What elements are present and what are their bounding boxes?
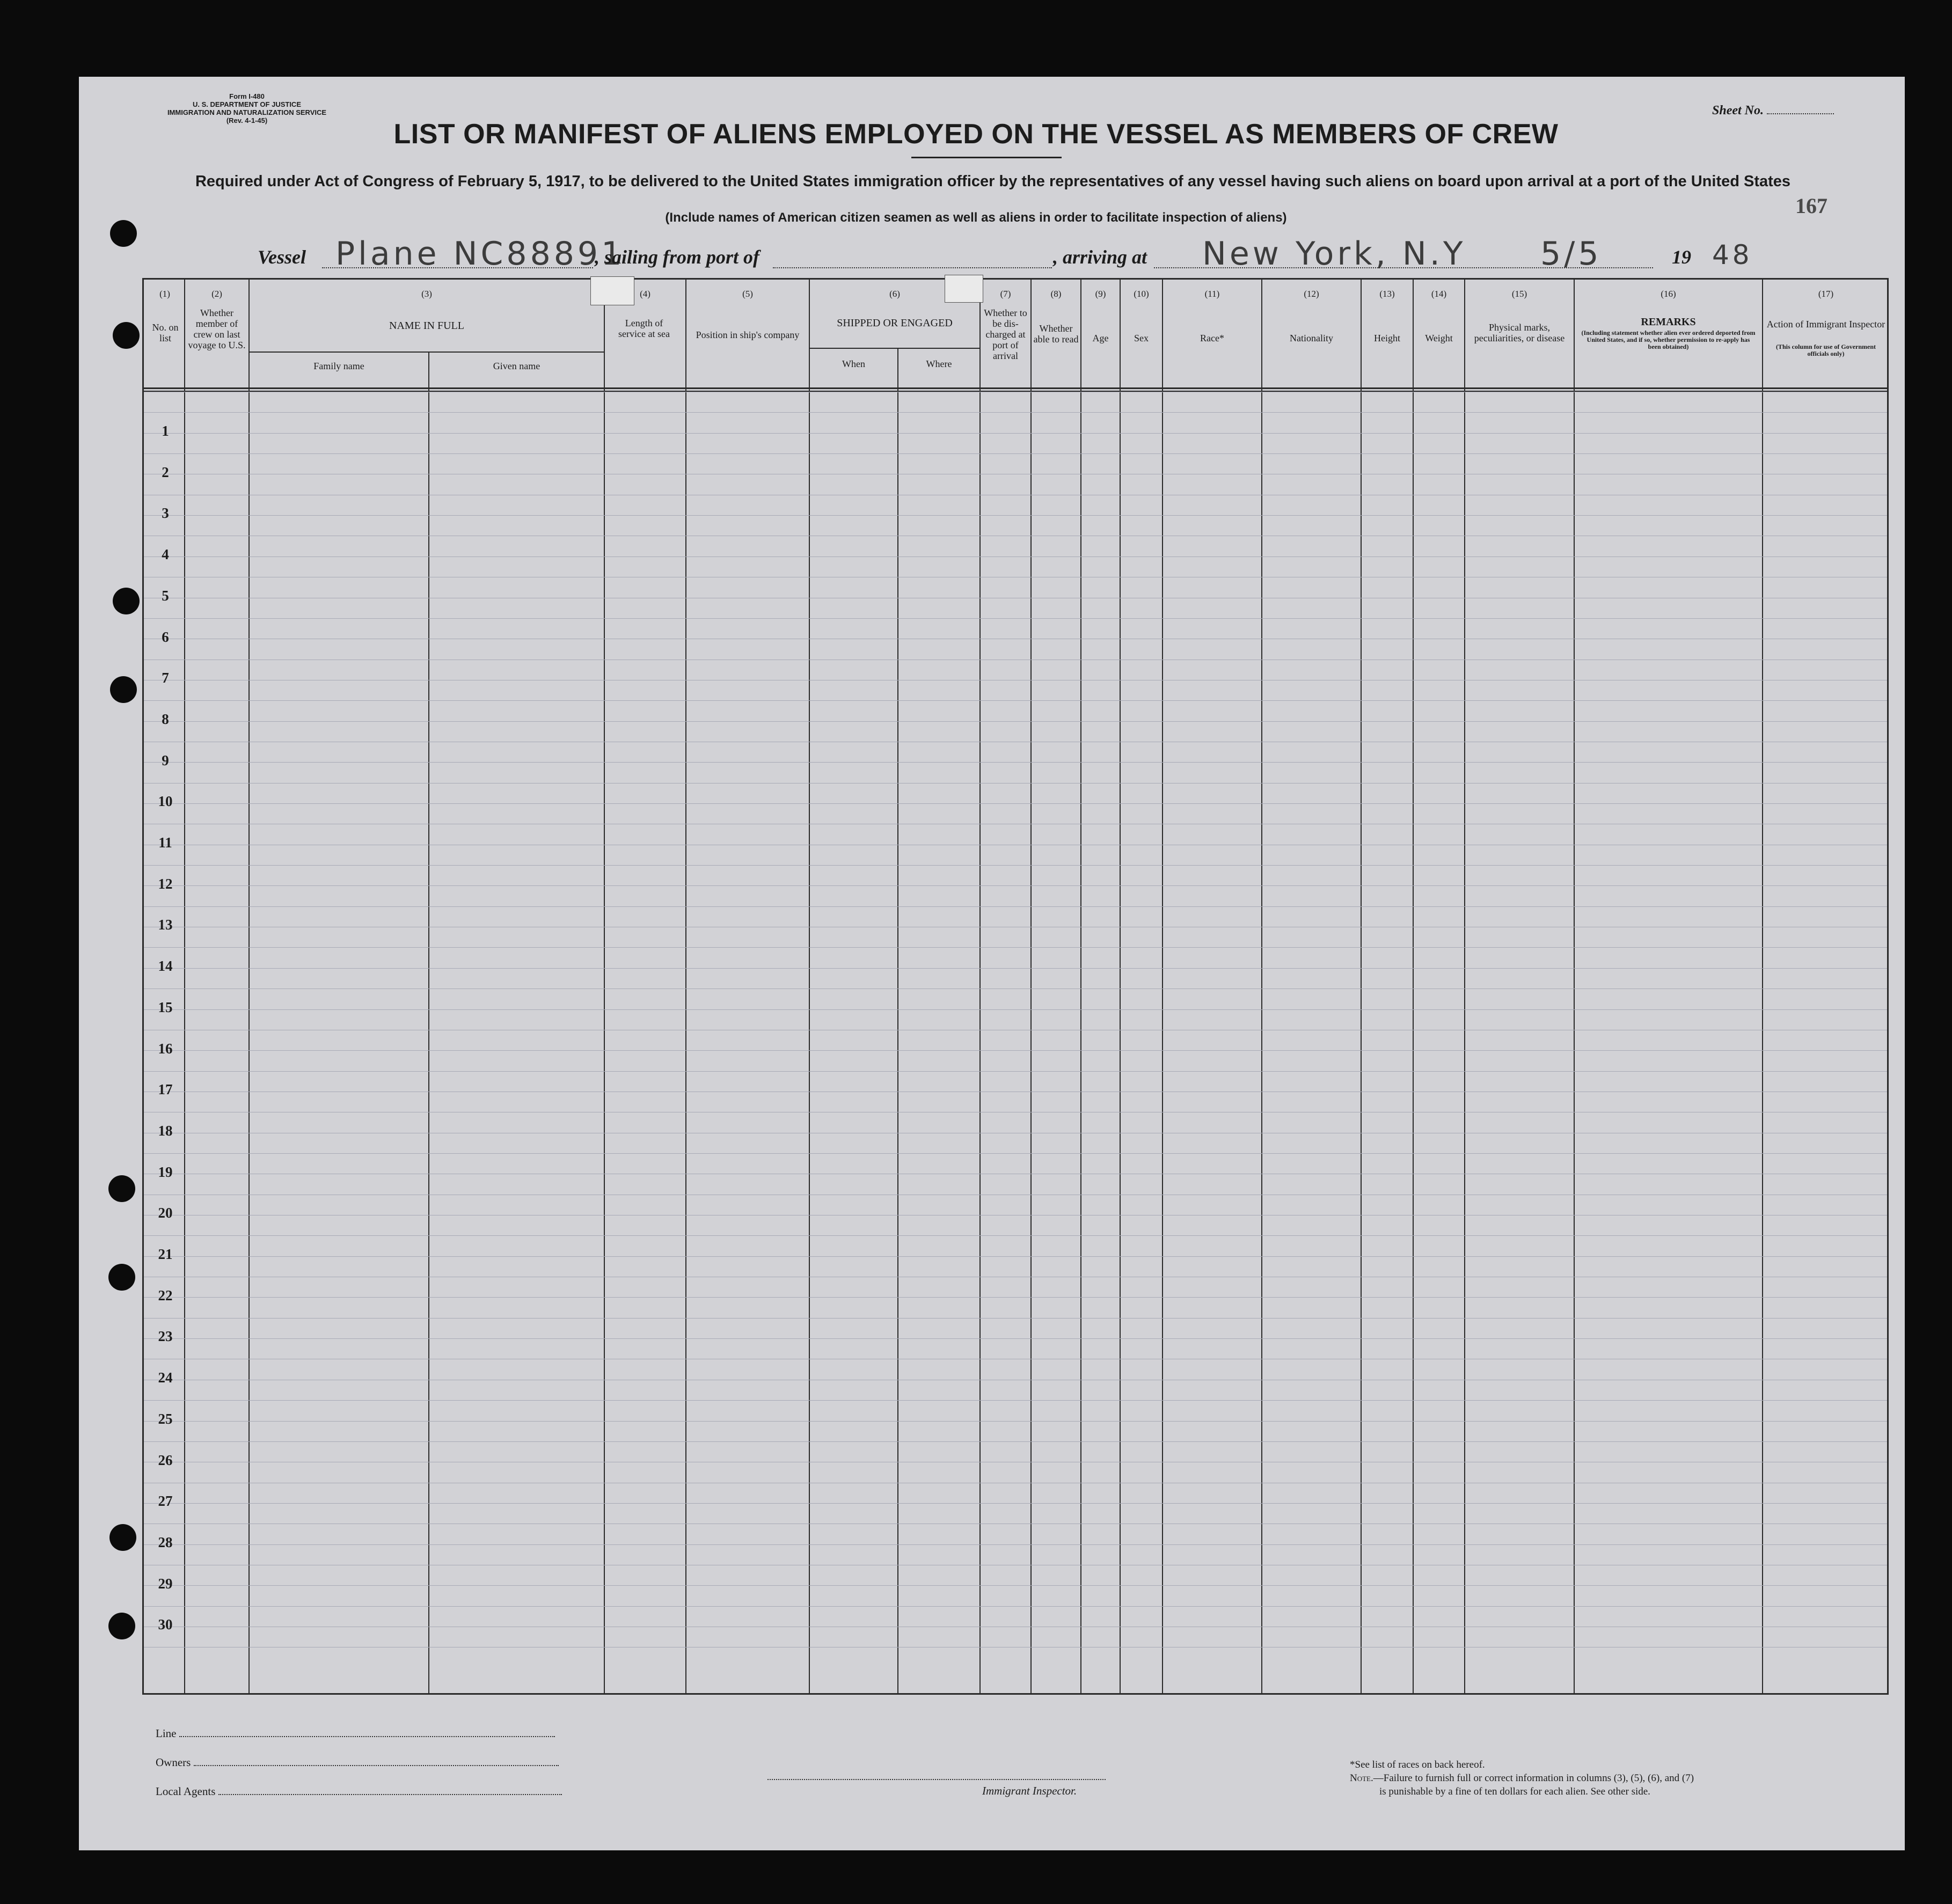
table-row[interactable] xyxy=(144,659,1887,700)
row-number: 27 xyxy=(158,1493,173,1509)
table-row[interactable] xyxy=(144,988,1887,1030)
table-row[interactable] xyxy=(144,453,1887,495)
punch-hole xyxy=(113,588,140,614)
vessel-label: Vessel xyxy=(258,246,306,268)
owners-label: Owners xyxy=(156,1756,191,1769)
table-row[interactable] xyxy=(144,947,1887,988)
row-number: 25 xyxy=(158,1411,173,1427)
row-number: 4 xyxy=(162,546,169,562)
inspector-signature-line[interactable] xyxy=(767,1779,1106,1780)
stamp-number: 167 xyxy=(1795,194,1827,218)
page-subtitle: Required under Act of Congress of February 5, 1917, to be delivered to the United States immigration officer by the representatives of any vessel having such aliens on board upon arrival at a port of the United States xyxy=(195,173,1791,190)
table-row[interactable] xyxy=(144,618,1887,660)
punch-hole xyxy=(110,676,137,703)
table-row[interactable] xyxy=(144,1277,1887,1318)
sailing-field-line[interactable] xyxy=(773,267,1052,268)
table-row[interactable] xyxy=(144,1565,1887,1606)
penalty-note xyxy=(1350,1773,1694,1784)
owners-field[interactable] xyxy=(156,1756,559,1769)
table-row[interactable] xyxy=(144,700,1887,742)
punch-hole xyxy=(109,1524,136,1551)
page-subtitle-note: (Include names of American citizen seamen as well as aliens in order to facilitate inspection of aliens) xyxy=(665,210,1287,225)
table-row[interactable] xyxy=(144,494,1887,536)
table-row[interactable] xyxy=(144,1524,1887,1565)
line-field[interactable] xyxy=(156,1727,555,1740)
row-number: 30 xyxy=(158,1616,173,1632)
owners-field-line[interactable] xyxy=(194,1765,559,1766)
col17-number: (17) xyxy=(1818,289,1834,299)
col1-number: (1) xyxy=(159,289,170,299)
table-row[interactable] xyxy=(144,577,1887,618)
row-number: 17 xyxy=(158,1081,173,1097)
title-rule xyxy=(911,157,1062,158)
row-number: 16 xyxy=(158,1041,173,1057)
line-field-line[interactable] xyxy=(179,1736,555,1737)
table-row[interactable] xyxy=(144,1317,1887,1359)
inspector-label: Immigrant Inspector. xyxy=(982,1784,1077,1797)
row-number: 22 xyxy=(158,1287,173,1303)
row-number: 11 xyxy=(158,834,172,851)
page-title: LIST OR MANIFEST OF ALIENS EMPLOYED ON THE VESSEL AS MEMBERS OF CREW xyxy=(393,119,1559,150)
table-row[interactable] xyxy=(144,1441,1887,1483)
col14-header: Weight xyxy=(1425,333,1453,343)
vessel-value[interactable]: Plane NC88891 xyxy=(335,235,625,273)
col16-subheader: (Including statement whether alien ever ordered deported from United States, and if so, whether permission to re-apply has been obtained) xyxy=(1581,329,1756,350)
col4-header: Length of service at sea xyxy=(618,318,670,339)
col10-number: (10) xyxy=(1134,289,1149,299)
row-number: 29 xyxy=(158,1576,173,1592)
row-number: 14 xyxy=(158,958,173,974)
table-row[interactable] xyxy=(144,1400,1887,1441)
form-revision: (Rev. 4-1-45) xyxy=(226,116,268,125)
row-number: 28 xyxy=(158,1534,173,1550)
col6-when: When xyxy=(842,358,865,369)
header-bottom-rule xyxy=(142,387,1889,389)
row-number: 9 xyxy=(162,752,169,768)
col15-number: (15) xyxy=(1511,289,1527,299)
col6-number: (6) xyxy=(889,289,900,299)
row-number: 21 xyxy=(158,1246,173,1262)
punch-hole xyxy=(113,322,140,349)
col13-header: Height xyxy=(1374,333,1400,343)
row-number: 15 xyxy=(158,999,173,1015)
form-department: U. S. DEPARTMENT OF JUSTICE xyxy=(193,100,301,108)
col11-header: Race* xyxy=(1200,333,1224,343)
col2-header: Whether member of crew on last voyage to U.S. xyxy=(188,307,246,350)
form-service: IMMIGRATION AND NATURALIZATION SERVICE xyxy=(167,108,327,116)
arriving-label: , arriving at xyxy=(1053,246,1147,268)
col3-family-name: Family name xyxy=(313,361,364,371)
col6-where: Where xyxy=(926,358,952,369)
row-number: 5 xyxy=(162,588,169,604)
col3-given-name: Given name xyxy=(493,361,540,371)
col11-number: (11) xyxy=(1204,289,1220,299)
col4-number: (4) xyxy=(640,289,650,299)
table-row[interactable] xyxy=(144,1112,1887,1153)
col9-number: (9) xyxy=(1095,289,1106,299)
line-label: Line xyxy=(156,1727,177,1740)
col1-header: No. on list xyxy=(152,322,179,343)
punch-hole xyxy=(108,1613,135,1639)
row-number: 6 xyxy=(162,629,169,645)
col9-header: Age xyxy=(1092,333,1109,343)
sheet-number xyxy=(1712,104,1834,118)
local-agents-label: Local Agents xyxy=(156,1785,216,1798)
row-number: 18 xyxy=(158,1123,173,1139)
punch-hole xyxy=(108,1264,135,1291)
punch-hole xyxy=(108,1175,135,1202)
row-number: 13 xyxy=(158,917,173,933)
table-row[interactable] xyxy=(144,1030,1887,1071)
sailing-label: , sailing from port of xyxy=(595,246,760,268)
col12-number: (12) xyxy=(1304,289,1319,299)
sheet-number-field[interactable] xyxy=(1767,113,1834,114)
table-row[interactable] xyxy=(144,412,1887,453)
row-number: 2 xyxy=(162,464,169,480)
col8-number: (8) xyxy=(1050,289,1062,299)
table-row[interactable] xyxy=(144,1606,1887,1647)
col10-header: Sex xyxy=(1134,333,1149,343)
table-row[interactable] xyxy=(144,1071,1887,1112)
col7-header: Whether to be dis-charged at port of arrival xyxy=(984,307,1027,361)
table-row[interactable] xyxy=(144,865,1887,906)
arriving-value[interactable]: New York, N.Y xyxy=(1202,235,1466,273)
local-agents-field-line[interactable] xyxy=(218,1794,562,1795)
table-row[interactable] xyxy=(144,782,1887,824)
row-number: 8 xyxy=(162,711,169,727)
col5-header: Position in ship's company xyxy=(696,329,800,340)
col17-subheader: (This column for use of Government officials only) xyxy=(1775,343,1876,357)
vessel-line xyxy=(0,235,1952,273)
col3-header: NAME IN FULL xyxy=(389,320,464,332)
row-number: 26 xyxy=(158,1452,173,1468)
note-text: —Failure to furnish full or correct information in columns (3), (5), (6), and (7) xyxy=(1373,1773,1694,1784)
col12-header: Nationality xyxy=(1290,333,1333,343)
year-suffix[interactable]: 48 xyxy=(1712,239,1753,270)
row-number: 20 xyxy=(158,1205,173,1221)
col17-header: Action of Immigrant Inspector xyxy=(1766,319,1885,329)
col5-number: (5) xyxy=(742,289,753,299)
row-number: 19 xyxy=(158,1164,173,1180)
table-row[interactable] xyxy=(144,824,1887,865)
col2-number: (2) xyxy=(211,289,222,299)
table-row[interactable] xyxy=(144,906,1887,947)
row-number: 12 xyxy=(158,876,173,892)
col16-number: (16) xyxy=(1661,289,1676,299)
penalty-note-2: is punishable by a fine of ten dollars for each alien. See other side. xyxy=(1379,1786,1650,1797)
date-value[interactable]: 5/5 xyxy=(1540,235,1602,273)
row-number: 7 xyxy=(162,670,169,686)
table-row[interactable] xyxy=(144,1482,1887,1524)
form-number: Form I-480 xyxy=(229,92,265,100)
table-row[interactable] xyxy=(144,1359,1887,1400)
table-row[interactable] xyxy=(144,742,1887,783)
col6-header: SHIPPED OR ENGAGED xyxy=(837,317,953,329)
row-number: 23 xyxy=(158,1328,173,1344)
col16-header: REMARKS xyxy=(1641,316,1696,328)
row-number: 1 xyxy=(162,423,169,439)
row-number: 24 xyxy=(158,1370,173,1386)
local-agents-field[interactable] xyxy=(156,1785,562,1798)
col15-header: Physical marks, peculiarities, or disease xyxy=(1474,322,1565,343)
race-note: *See list of races on back hereof. xyxy=(1350,1759,1485,1770)
year-prefix: 19 xyxy=(1672,246,1691,268)
col13-number: (13) xyxy=(1379,289,1395,299)
shipped-subheader-rule xyxy=(809,348,979,349)
table-row[interactable] xyxy=(144,536,1887,577)
table-row[interactable] xyxy=(144,1194,1887,1235)
col3-number: (3) xyxy=(421,289,432,299)
table-row[interactable] xyxy=(144,1153,1887,1195)
note-label: Note. xyxy=(1350,1773,1373,1784)
row-number: 3 xyxy=(162,505,169,521)
col8-header: Whether able to read xyxy=(1033,323,1079,345)
col7-number: (7) xyxy=(1000,289,1011,299)
row-number: 10 xyxy=(158,793,173,809)
name-subheader-rule xyxy=(248,351,604,353)
sheet-number-label: Sheet No. xyxy=(1712,104,1764,118)
table-row[interactable] xyxy=(144,1235,1887,1277)
col14-number: (14) xyxy=(1431,289,1447,299)
